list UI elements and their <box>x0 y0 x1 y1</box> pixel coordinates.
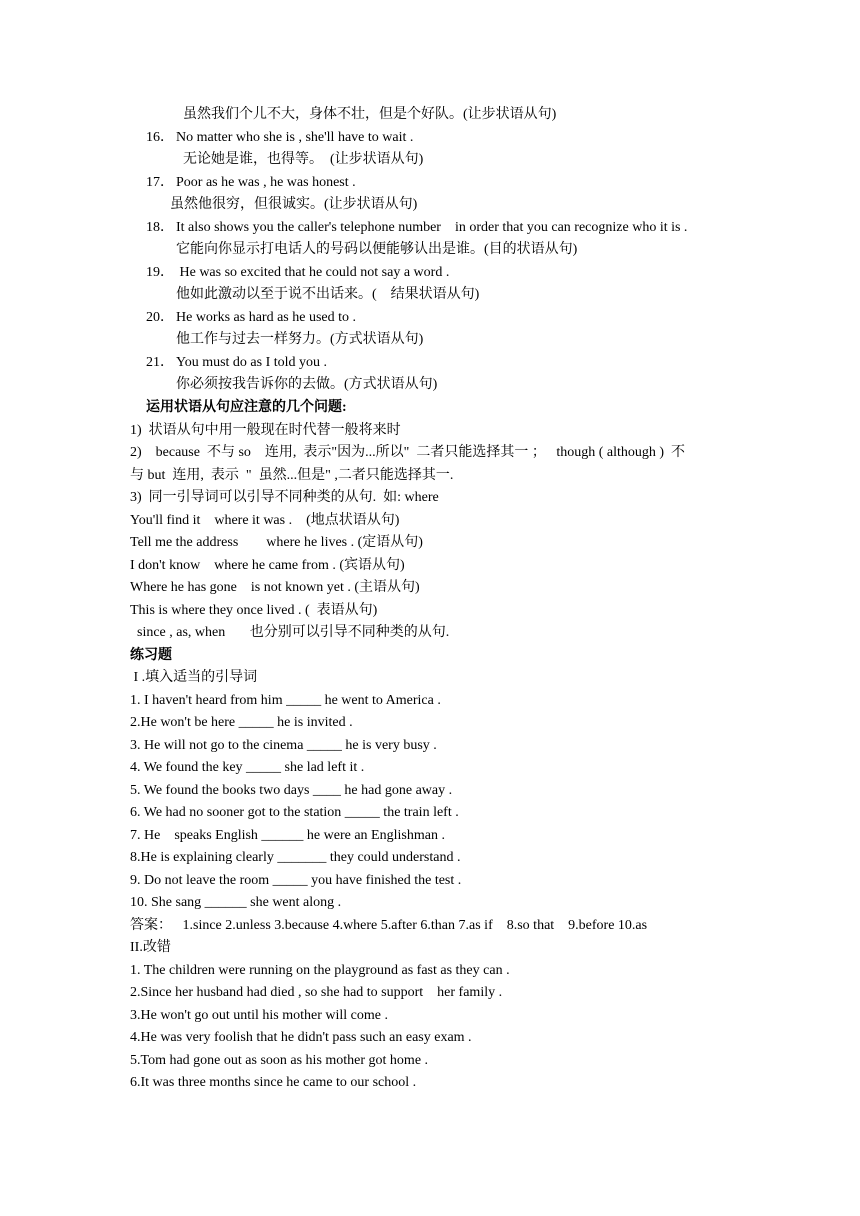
correction-item-5: 5.Tom had gone out as soon as his mother got home . <box>130 1053 429 1068</box>
correction-item-4: 4.He was very foolish that he didn't pass such an easy exam . <box>130 1030 472 1045</box>
example-21-zh: 你必须按我告诉你的去做。(方式状语从句) <box>176 377 438 392</box>
since-as-when-note: since , as, when 也分别可以引导不同种类的从句. <box>130 625 450 640</box>
example-20-zh: 他工作与过去一样努力。(方式状语从句) <box>176 332 424 347</box>
correction-item-1: 1. The children were running on the playground as fast as they can . <box>130 963 510 978</box>
example-21-num: 21． <box>146 355 174 370</box>
example-21-en: You must do as I told you . <box>176 355 328 370</box>
fill-in-item-9: 9. Do not leave the room _____ you have finished the test . <box>130 873 462 888</box>
fill-in-item-10: 10. She sang ______ she went along . <box>130 895 342 910</box>
example-20-num: 20． <box>146 310 174 325</box>
where-example-5: This is where they once lived . ( 表语从句) <box>130 603 378 618</box>
where-example-2: Tell me the address where he lives . (定语从句) <box>130 535 423 550</box>
note-2-line-2: 与 but 连用, 表示 " 虽然...但是" ,二者只能选择其一. <box>130 468 454 483</box>
fill-in-item-7: 7. He speaks English ______ he were an Englishman . <box>130 828 445 843</box>
where-example-3: I don't know where he came from . (宾语从句) <box>130 558 405 573</box>
example-20-en: He works as hard as he used to . <box>176 310 357 325</box>
correction-item-2: 2.Since her husband had died , so she had to support her family . <box>130 985 503 1000</box>
fill-in-item-8: 8.He is explaining clearly _______ they could understand . <box>130 850 461 865</box>
part1-title: I .填入适当的引导词 <box>130 670 258 685</box>
example-19-zh: 他如此激动以至于说不出话来。( 结果状语从句) <box>176 287 480 302</box>
note-1: 1) 状语从句中用一般现在时代替一般将来时 <box>130 423 401 438</box>
exercises-heading: 练习题 <box>130 648 172 663</box>
fill-in-item-3: 3. He will not go to the cinema _____ he is very busy . <box>130 738 437 753</box>
answers: 答案： 1.since 2.unless 3.because 4.where 5.after 6.than 7.as if 8.so that 9.before 10.as <box>130 918 648 933</box>
fill-in-item-4: 4. We found the key _____ she lad left it . <box>130 760 365 775</box>
example-16-num: 16． <box>146 130 174 145</box>
correction-item-3: 3.He won't go out until his mother will come . <box>130 1008 388 1023</box>
where-example-1: You'll find it where it was . (地点状语从句) <box>130 513 400 528</box>
note-2-line-1: 2) because 不与 so 连用, 表示"因为...所以" 二者只能选择其一 ； though ( although ) 不 <box>130 445 686 460</box>
example-17-zh: 虽然他很穷，但很诚实。(让步状语从句) <box>170 197 418 212</box>
example-17-num: 17． <box>146 175 174 190</box>
example-18-zh: 它能向你显示打电话人的号码以便能够认出是谁。(目的状语从句) <box>176 242 578 257</box>
part2-title: II.改错 <box>130 940 171 955</box>
fill-in-item-5: 5. We found the books two days ____ he had gone away . <box>130 783 453 798</box>
correction-item-6: 6.It was three months since he came to our school . <box>130 1075 417 1090</box>
where-example-4: Where he has gone is not known yet . (主语从句) <box>130 580 420 595</box>
example-19-num: 19． <box>146 265 174 280</box>
example-15-zh: 虽然我们个儿不大，身体不壮，但是个好队。(让步状语从句) <box>183 107 557 122</box>
fill-in-item-2: 2.He won't be here _____ he is invited . <box>130 715 353 730</box>
fill-in-item-1: 1. I haven't heard from him _____ he went to America . <box>130 693 441 708</box>
example-19-en: He was so excited that he could not say a word . <box>176 265 450 280</box>
fill-in-item-6: 6. We had no sooner got to the station _____ the train left . <box>130 805 459 820</box>
example-18-en: It also shows you the caller's telephone number in order that you can recognize who it is . <box>176 220 688 235</box>
note-3: 3) 同一引导词可以引导不同种类的从句. 如: where <box>130 490 439 505</box>
example-16-zh: 无论她是谁，也得等。 (让步状语从句) <box>183 152 424 167</box>
example-18-num: 18． <box>146 220 174 235</box>
example-16-en: No matter who she is , she'll have to wait . <box>176 130 414 145</box>
notes-heading: 运用状语从句应注意的几个问题: <box>146 400 347 415</box>
example-17-en: Poor as he was , he was honest . <box>176 175 356 190</box>
